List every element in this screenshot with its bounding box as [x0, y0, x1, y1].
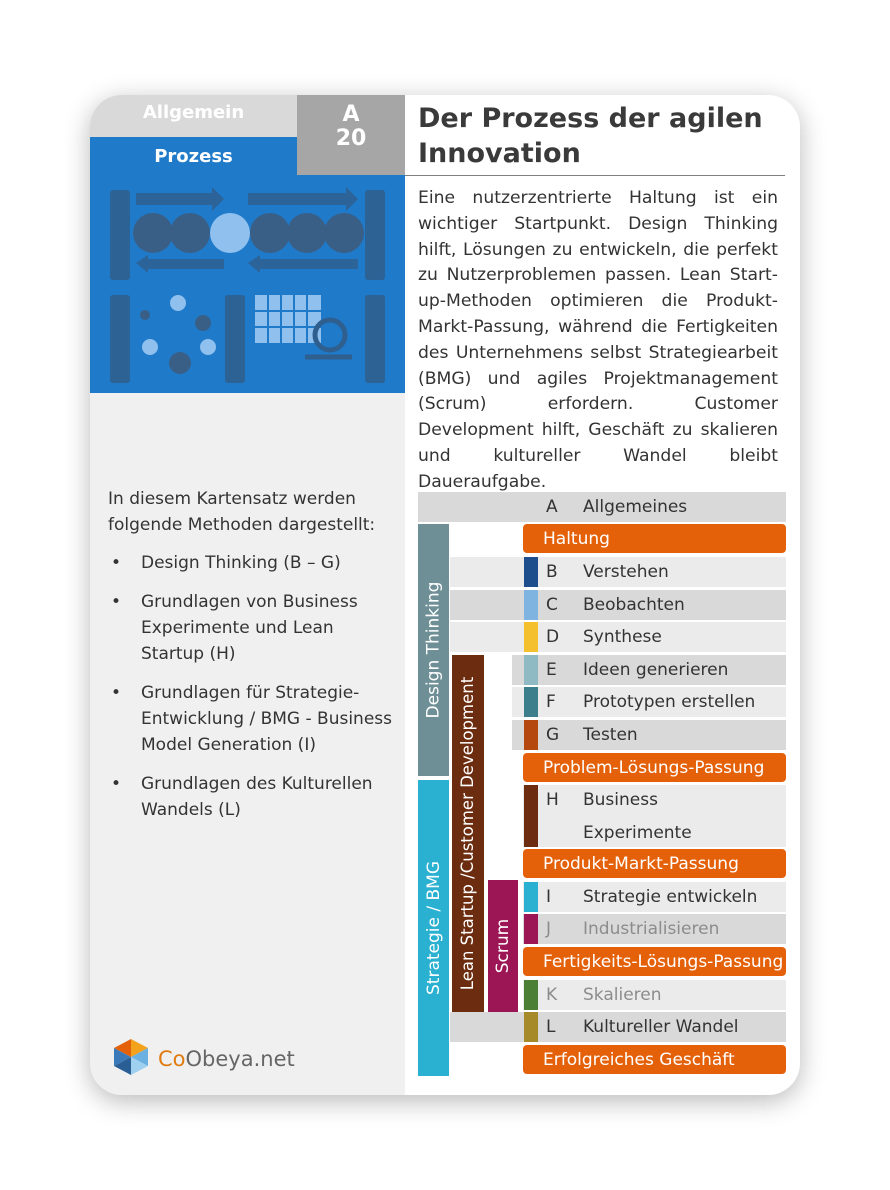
- milestone-haltung: Haltung: [523, 524, 786, 553]
- phase-color-swatch: [524, 557, 538, 587]
- row-k: [432, 980, 786, 1010]
- row-letter: H: [546, 790, 559, 810]
- methods-intro: In diesem Kartensatz werden folgende Methoden dargestellt:: [108, 489, 376, 535]
- card-code-number: 20: [335, 126, 367, 151]
- method-label: Grundlagen des Kulturellen Wandels (L): [141, 774, 373, 820]
- row-g: [432, 720, 786, 750]
- bar-label: Scrum: [493, 918, 513, 974]
- phase-color-swatch: [524, 687, 538, 717]
- logo-obeya: Obeya.net: [185, 1047, 295, 1071]
- row-d: [432, 622, 786, 652]
- methods-list: [108, 550, 393, 836]
- bullet: •: [111, 683, 122, 703]
- coobeya-logo-icon: [110, 1037, 152, 1077]
- coobeya-logo-text: [158, 1047, 295, 1071]
- bar-design-thinking: [418, 524, 449, 776]
- row-a: [432, 492, 786, 522]
- row-f: [432, 687, 786, 717]
- row-e: [432, 655, 786, 685]
- card-title: Der Prozess der agilen Innovation: [418, 103, 763, 169]
- row-letter: B: [546, 562, 558, 582]
- row-letter: F: [546, 692, 556, 712]
- method-label: Grundlagen für Strategie-Entwicklung / BMG - Business Model Generation (I): [141, 683, 393, 755]
- phase-color-swatch: [524, 622, 538, 652]
- bar-label: Lean Startup /Customer Development: [458, 676, 478, 991]
- row-c: [432, 590, 786, 620]
- category-tab: Allgemein: [90, 95, 297, 137]
- card-description: Eine nutzerzentrierte Haltung ist ein wichtiger Startpunkt. Design Thinking hilft, Lösungen zu entwickeln, die perfekt zu Nutzerproblemen passen. Lean Start-up-Methoden optimieren die Produkt-Markt-Passung, während die Fertigkeiten des Unternehmens selbst Strategiearbeit (BMG) und agiles Projektmanagement (Scrum) erfordern. Customer Development hilft, Geschäft zu skalieren und kultureller Wandel bleibt Daueraufgabe.: [418, 188, 778, 492]
- bar-scrum: [488, 880, 518, 1012]
- row-label: Business: [583, 790, 658, 810]
- milestone-fertigkeits: Fertigkeits-Lösungs-Passung: [523, 947, 786, 976]
- phase-color-swatch: [524, 914, 538, 944]
- row-label: Ideen generieren: [583, 660, 729, 680]
- phase-color-swatch: [524, 980, 538, 1010]
- list-item: [108, 771, 393, 823]
- row-letter: A: [546, 497, 558, 517]
- row-h: [432, 785, 786, 847]
- row-letter: C: [546, 595, 558, 615]
- process-icon: [90, 175, 405, 393]
- row-label: Allgemeines: [583, 497, 688, 517]
- row-label: Kultureller Wandel: [583, 1017, 739, 1037]
- subcategory-tab: Prozess: [90, 137, 297, 175]
- bar-strategie-bmg: [418, 780, 449, 1076]
- logo-co: Co: [158, 1047, 186, 1071]
- bullet: •: [111, 592, 122, 612]
- list-item: [108, 680, 393, 758]
- row-letter: D: [546, 627, 560, 647]
- milestone-erfolg: Erfolgreiches Geschäft: [523, 1045, 786, 1074]
- phase-color-swatch: [524, 1012, 538, 1042]
- row-label: Synthese: [583, 627, 662, 647]
- method-card: [90, 95, 800, 1095]
- row-letter: J: [546, 919, 552, 939]
- card-code-letter: A: [342, 102, 360, 127]
- row-label: Testen: [583, 725, 638, 745]
- bullet: •: [111, 774, 122, 794]
- row-letter: G: [546, 725, 560, 745]
- row-label: Skalieren: [583, 985, 662, 1005]
- row-label: Industrialisieren: [583, 919, 720, 939]
- row-label: Beobachten: [583, 595, 685, 615]
- milestone-produkt-markt: Produkt-Markt-Passung: [523, 849, 786, 878]
- phase-color-swatch: [524, 655, 538, 685]
- phase-color-swatch: [524, 720, 538, 750]
- title-divider: [405, 175, 785, 176]
- row-letter: K: [546, 985, 558, 1005]
- list-item: [108, 550, 393, 576]
- row-letter: I: [546, 887, 552, 907]
- row-label-2: Experimente: [583, 823, 692, 843]
- method-label: Design Thinking (B – G): [141, 553, 341, 573]
- row-label: Strategie entwickeln: [583, 887, 758, 907]
- process-illustration: [90, 175, 405, 393]
- bullet: •: [111, 553, 122, 573]
- phase-color-swatch: [524, 590, 538, 620]
- row-letter: E: [546, 660, 557, 680]
- bar-lean-startup: [452, 655, 484, 1012]
- bar-label: Strategie / BMG: [423, 861, 444, 995]
- bar-label: Design Thinking: [423, 581, 444, 719]
- row-label: Verstehen: [583, 562, 669, 582]
- card-code: [297, 95, 405, 175]
- phase-color-swatch: [524, 785, 538, 847]
- row-l: [432, 1012, 786, 1042]
- list-item: [108, 589, 393, 667]
- row-b: [432, 557, 786, 587]
- milestone-problem-loesung: Problem-Lösungs-Passung: [523, 753, 786, 782]
- row-label: Prototypen erstellen: [583, 692, 756, 712]
- row-i: [432, 882, 786, 912]
- row-j: [432, 914, 786, 944]
- method-label: Grundlagen von Business Experimente und Lean Startup (H): [141, 592, 358, 664]
- phase-color-swatch: [524, 882, 538, 912]
- row-letter: L: [546, 1017, 556, 1037]
